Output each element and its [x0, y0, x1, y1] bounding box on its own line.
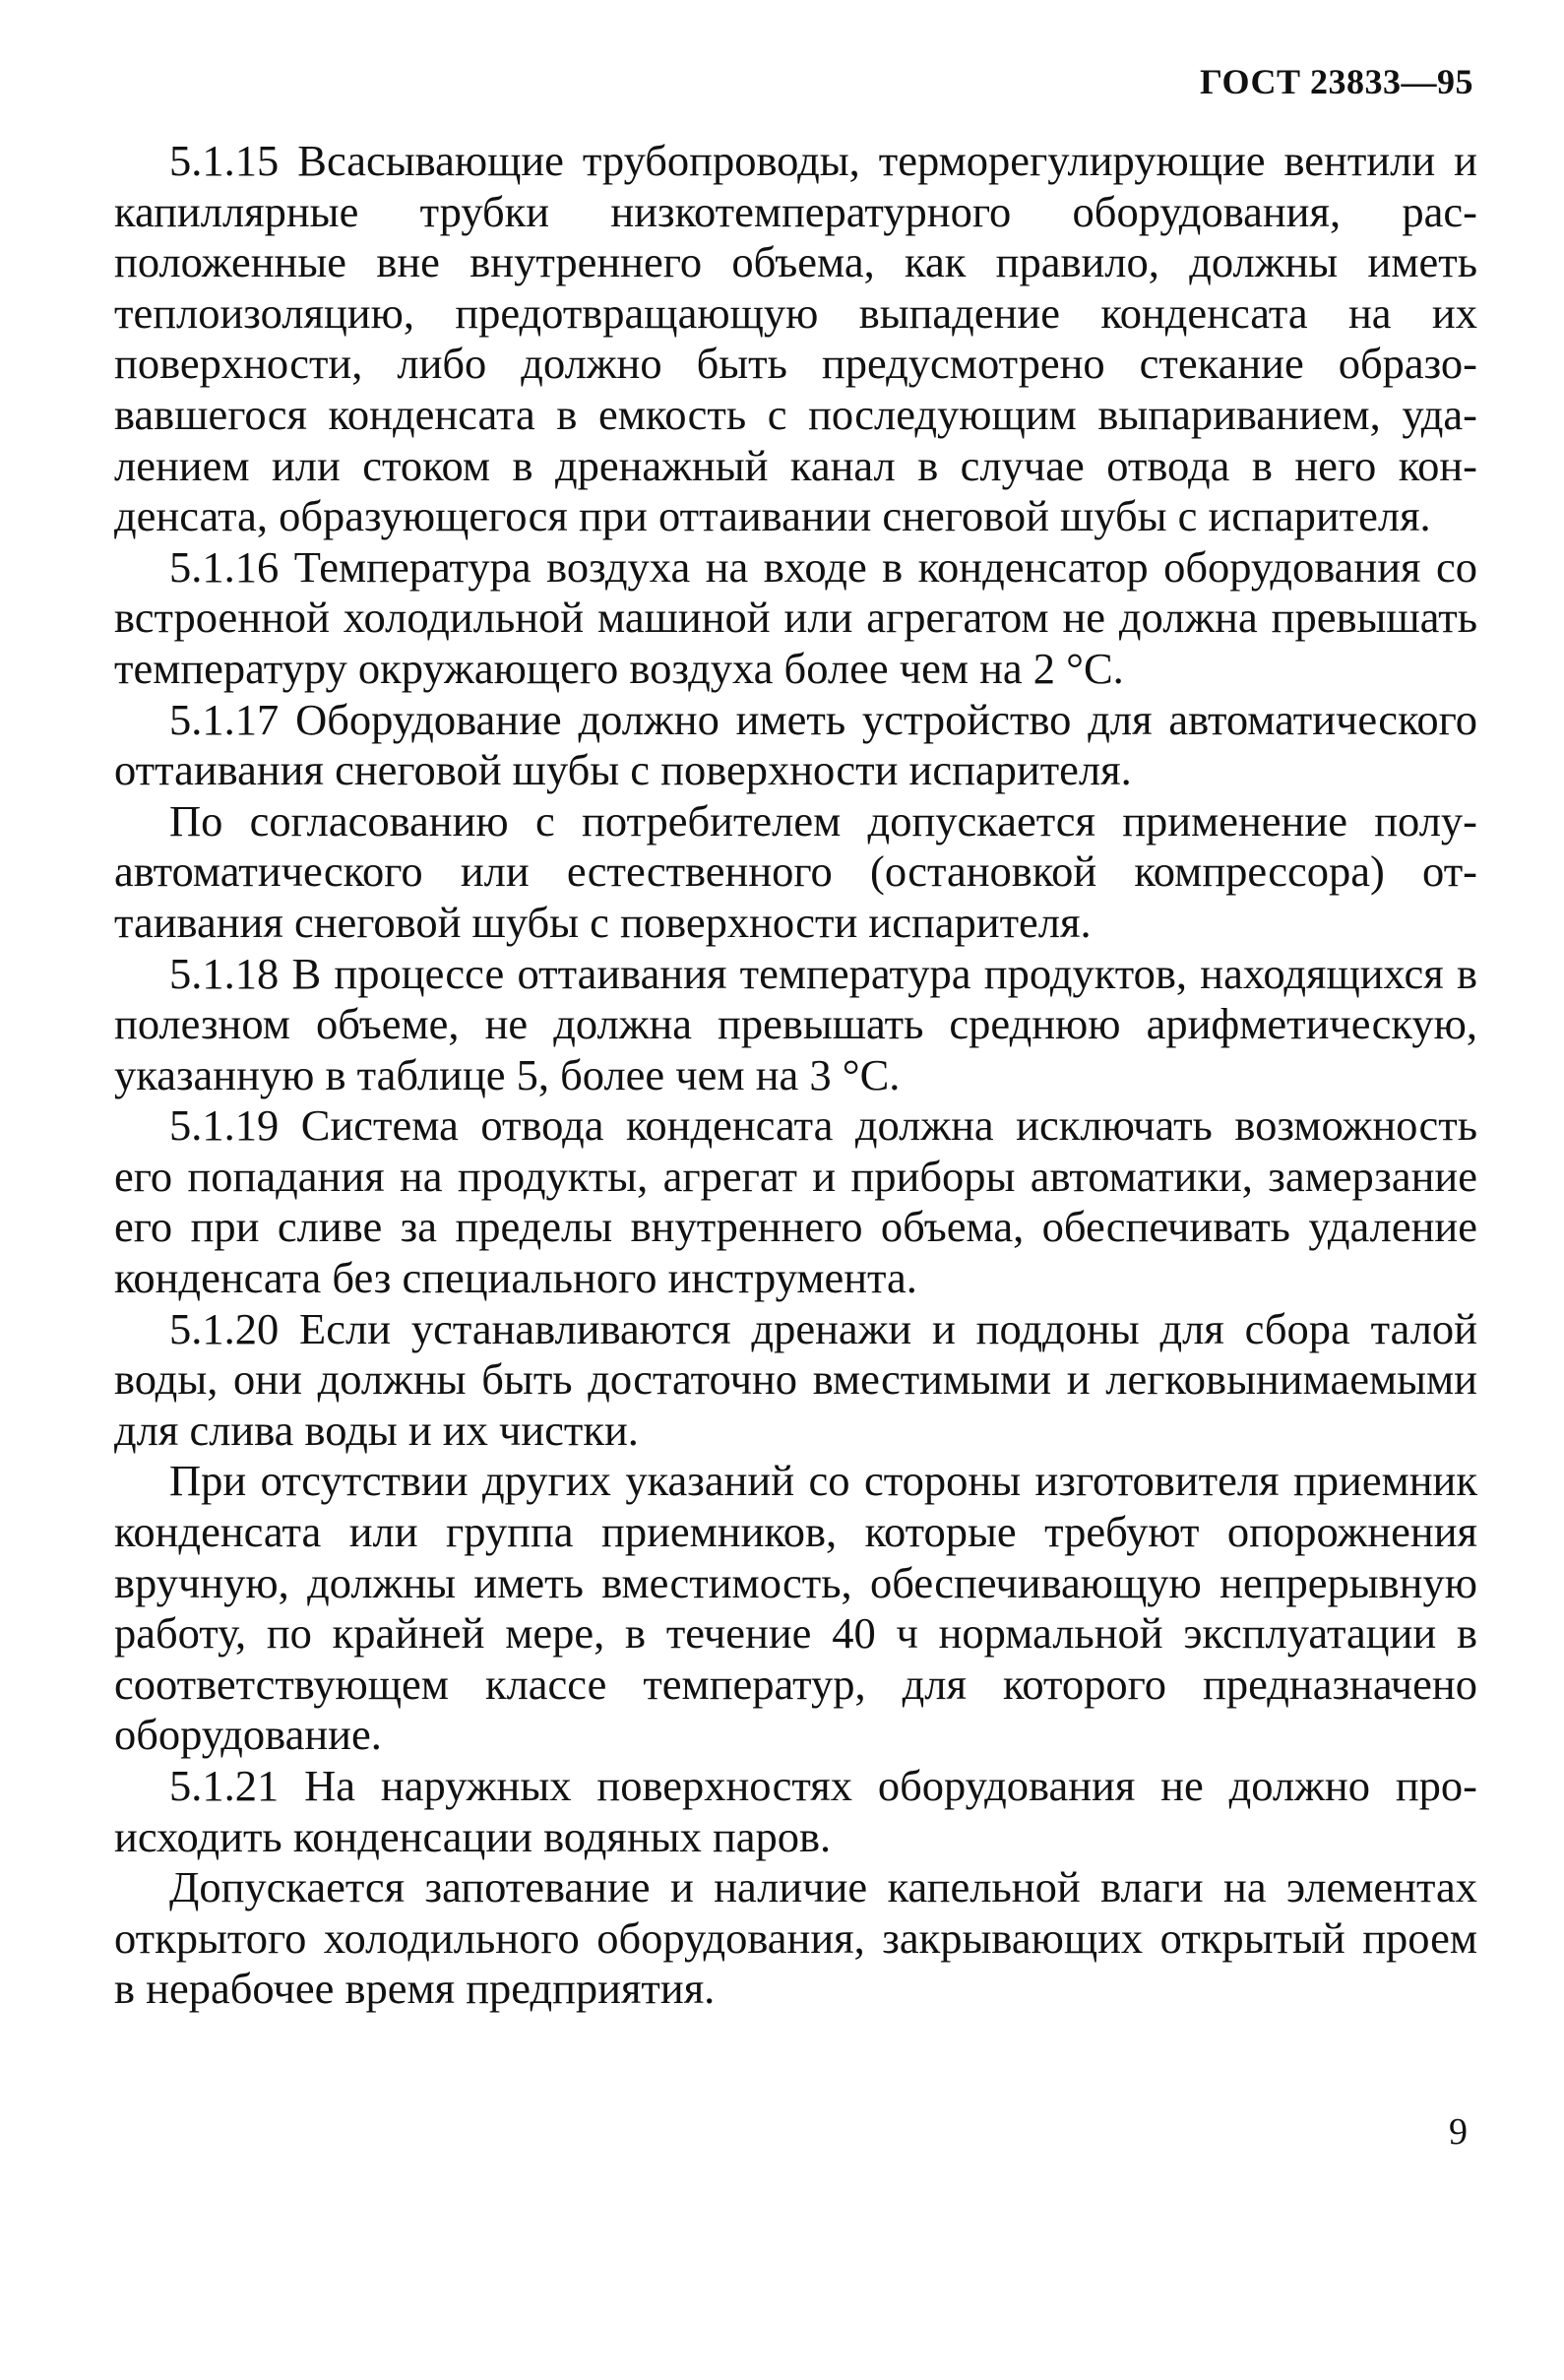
paragraph-5-1-21-note: Допускается запотевание и наличие капельной влаги на элементах открытого холодильного оборудования, закрывающих открытый проем в нерабочее время предприятия.: [114, 1862, 1477, 2014]
paragraph-5-1-19: 5.1.19 Система отвода конденсата должна исключать возможность его попадания на продукты, агрегат и приборы автоматики, замерзание его при сливе за пределы внутреннего объема, обеспечивать удаление конденсата без специального инструмента.: [114, 1100, 1477, 1303]
paragraph-5-1-16: 5.1.16 Температура воздуха на входе в конденсатор оборудования со встроенной холодильной машиной или агрегатом не должна превышать температуру окружающего воздуха более чем на 2 °С.: [114, 541, 1477, 693]
standard-code-header: ГОСТ 23833—95: [1200, 62, 1473, 101]
paragraph-5-1-17-note: По согласованию с потребителем допускается применение полуавтоматического или естественного (остановкой компрессора) оттаивания снеговой шубы с поверхности испарителя.: [114, 795, 1477, 947]
document-body: [114, 136, 1477, 2015]
paragraph-5-1-15: 5.1.15 Всасывающие трубопроводы, терморегулирующие вентили и капиллярные трубки низкотемпературного оборудования, расположенные вне внутреннего объема, как правило, должны иметь теплоизоляцию, предотвращающую выпадение конденсата на их поверхности, либо должно быть предусмотрено стекание образовавшегося конденсата в емкость с последующим выпариванием, удалением или стоком в дренажный канал в случае отвода в него конденсата, образующегося при оттаивании снеговой шубы с испарителя.: [114, 136, 1477, 541]
paragraph-5-1-17: 5.1.17 Оборудование должно иметь устройство для автоматического оттаивания снеговой шубы с поверхности испарителя.: [114, 694, 1477, 795]
paragraph-5-1-21: 5.1.21 На наружных поверхностях оборудования не должно происходить конденсации водяных паров.: [114, 1761, 1477, 1861]
paragraph-5-1-18: 5.1.18 В процессе оттаивания температура продуктов, находящихся в полезном объеме, не должна превышать среднюю арифметическую, указанную в таблице 5, более чем на 3 °С.: [114, 948, 1477, 1099]
page-number: 9: [1449, 2111, 1468, 2153]
paragraph-5-1-20-note: При отсутствии других указаний со стороны изготовителя приемник конденсата или группа приемников, которые требуют опорожнения вручную, должны иметь вместимость, обеспечивающую непрерывную работу, по крайней мере, в течение 40 ч нормальной эксплуатации в соответствующем классе температур, для которого предназначено оборудование.: [114, 1456, 1477, 1760]
paragraph-5-1-20: 5.1.20 Если устанавливаются дренажи и поддоны для сбора талой воды, они должны быть достаточно вместимыми и легковынимаемыми для слива воды и их чистки.: [114, 1303, 1477, 1455]
